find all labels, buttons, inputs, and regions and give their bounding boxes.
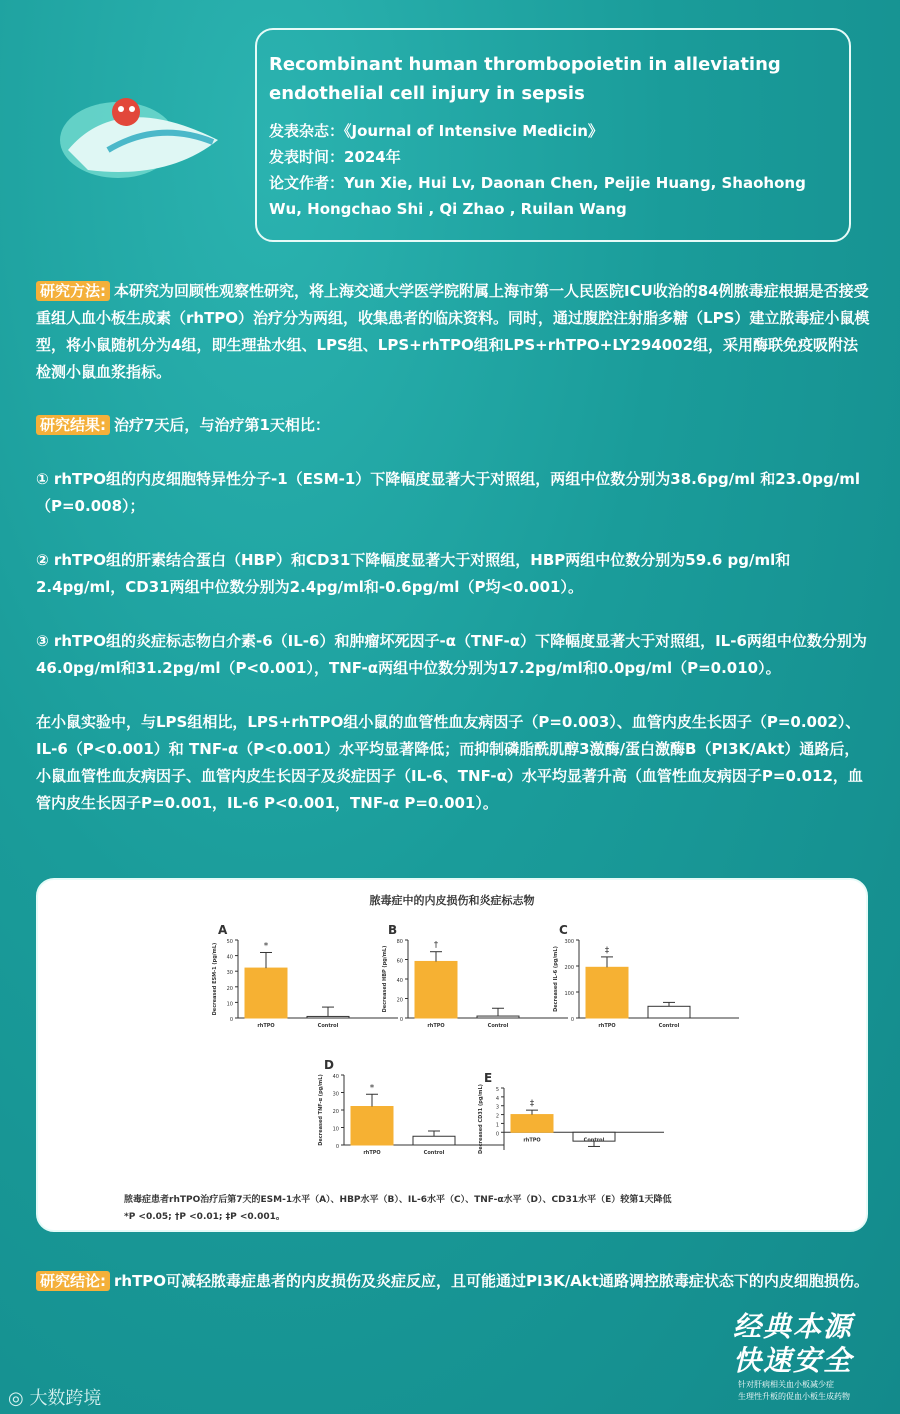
y-tick-label-A: 40	[226, 954, 233, 961]
significance-marker-E: ‡	[529, 1099, 535, 1110]
conclusion-section	[36, 1268, 872, 1295]
category-label-E-Control: Control	[583, 1137, 605, 1144]
y-tick-label-E: 4	[495, 1095, 499, 1102]
figure-canvas	[38, 880, 866, 1230]
y-tick-label-D: 10	[332, 1126, 339, 1133]
figure-title: 脓毒症中的内皮损伤和炎症标志物	[369, 894, 535, 907]
y-tick-label-C: 100	[564, 991, 574, 997]
panel-label-B: B	[388, 923, 398, 937]
results-intro: 治疗7天后，与治疗第1天相比：	[114, 416, 330, 434]
y-tick-label-E: 3	[495, 1104, 499, 1111]
conclusion-text: rhTPO可减轻脓毒症患者的内皮损伤及炎症反应，且可能通过PI3K/Akt通路调控脓毒症状态下的内皮细胞损伤。	[114, 1272, 869, 1290]
y-tick-label-A: 10	[226, 1001, 233, 1008]
bar-C-rhTPO	[586, 967, 628, 1018]
y-tick-label-B: 0	[399, 1017, 403, 1023]
category-label-A-Control: Control	[317, 1023, 339, 1029]
mouse-results: 在小鼠实验中，与LPS组相比，LPS+rhTPO组小鼠的血管性血友病因子（P=0.003）、血管内皮生长因子（P=0.002）、IL-6（P<0.001）和 TNF-α（P<0.001）水平均显著降低；而抑制磷脂酰肌醇3激酶/蛋白激酶B（PI3K/Akt）通路后，小鼠血管性血友病因子、血管内皮生长因子及炎症因子（IL-6、TNF-α）水平均显著升高（血管性血友病因子P=0.012，血管内皮生长因子P=0.001，IL-6 P<0.001，TNF-α P=0.001）。	[36, 713, 863, 812]
y-tick-label-A: 0	[229, 1017, 233, 1023]
paper-info-card	[255, 28, 851, 242]
significance-marker-A: *	[263, 941, 269, 952]
authors-line: 论文作者：Yun Xie, Hui Lv, Daonan Chen, Peijie Huang, Shaohong Wu, Hongchao Shi , Qi Zhao , Ruilan Wang	[269, 174, 806, 218]
y-tick-label-E: 0	[495, 1131, 499, 1138]
brand-line-2: 快速安全	[732, 1344, 853, 1377]
y-tick-label-B: 60	[396, 958, 403, 965]
y-tick-label-A: 20	[226, 985, 233, 992]
y-tick-label-D: 20	[332, 1109, 339, 1115]
panel-label-E: E	[484, 1071, 493, 1085]
significance-marker-B: †	[433, 940, 439, 951]
category-label-A-rhTPO: rhTPO	[257, 1023, 275, 1029]
figure-card	[36, 878, 868, 1232]
category-label-C-rhTPO: rhTPO	[598, 1023, 616, 1029]
brand-line-1: 经典本源	[732, 1310, 853, 1343]
brand-logo	[718, 1310, 868, 1402]
y-tick-label-E: 1	[495, 1122, 499, 1129]
y-tick-label-E: 5	[495, 1087, 499, 1093]
significance-marker-C: ‡	[604, 945, 610, 956]
methods-section	[36, 278, 872, 386]
category-label-B-rhTPO: rhTPO	[427, 1023, 445, 1029]
bar-B-rhTPO	[415, 961, 457, 1018]
y-tick-label-E: 2	[495, 1113, 499, 1120]
y-tick-label-B: 20	[396, 997, 403, 1004]
result-item-1: ① rhTPO组的内皮细胞特异性分子-1（ESM-1）下降幅度显著大于对照组，两组中位数分别为38.6pg/ml 和23.0pg/ml（P=0.008）；	[36, 470, 860, 515]
category-label-C-Control: Control	[658, 1023, 680, 1029]
result-item-3: ③ rhTPO组的炎症标志物白介素-6（IL-6）和肿瘤坏死因子-α（TNF-α）下降幅度显著大于对照组，IL-6两组中位数分别为46.0pg/ml和31.2pg/ml（P<0.001），TNF-α两组中位数分别为17.2pg/ml和0.0pg/ml（P=0.010）。	[36, 632, 867, 677]
bar-D-rhTPO	[351, 1107, 393, 1146]
y-axis-label-D: Decreased TNF-α (pg/mL)	[318, 1074, 324, 1146]
bar-A-Control	[307, 1016, 349, 1018]
y-axis-label-E: Decreased CD31 (pg/mL)	[478, 1084, 484, 1154]
mascot-illustration	[48, 70, 238, 190]
journal-line: 发表杂志：《Journal of Intensive Medicin》	[269, 122, 603, 140]
paper-title: Recombinant human thrombopoietin in alleviating endothelial cell injury in sepsis	[269, 54, 781, 104]
bar-D-Control	[413, 1136, 455, 1145]
y-axis-label-B: Decreased HBP (pg/mL)	[382, 945, 388, 1013]
brand-sub-2: 生理性升板的促血小板生成药物	[738, 1392, 850, 1401]
y-tick-label-C: 300	[564, 939, 574, 945]
watermark-text: 大数跨境	[29, 1388, 102, 1409]
panel-label-C: C	[559, 923, 568, 937]
y-tick-label-C: 200	[564, 965, 574, 971]
y-tick-label-C: 0	[570, 1017, 574, 1023]
figure-caption: 脓毒症患者rhTPO治疗后第7天的ESM-1水平（A）、HBP水平（B）、IL-6水平（C）、TNF-α水平（D）、CD31水平（E）较第1天降低	[124, 1195, 672, 1205]
bar-E-rhTPO	[511, 1115, 553, 1133]
y-tick-label-A: 50	[226, 939, 233, 945]
panel-label-A: A	[218, 923, 228, 937]
methods-text: 本研究为回顾性观察性研究，将上海交通大学医学院附属上海市第一人民医院ICU收治的84例脓毒症根据是否接受重组人血小板生成素（rhTPO）治疗分为两组，收集患者的临床资料。同时，通过腹腔注射脂多糖（LPS）建立脓毒症小鼠模型，将小鼠随机分为4组，即生理盐水组、LPS组、LPS+rhTPO组和LPS+rhTPO+LY294002组，采用酶联免疫吸附法检测小鼠血浆指标。	[36, 282, 870, 381]
figure-footnote: *P <0.05; †P <0.01; ‡P <0.001。	[124, 1212, 285, 1222]
bar-A-rhTPO	[245, 968, 287, 1018]
y-tick-label-A: 30	[226, 970, 233, 977]
date-line: 发表时间：2024年	[269, 148, 401, 166]
watermark	[8, 1384, 101, 1410]
results-section	[36, 412, 872, 817]
y-axis-label-C: Decreased IL-6 (pg/mL)	[553, 946, 559, 1012]
conclusion-tag: 研究结论:	[36, 1271, 110, 1291]
y-tick-label-B: 40	[396, 978, 403, 984]
y-tick-label-D: 40	[332, 1074, 339, 1080]
y-tick-label-D: 0	[335, 1144, 339, 1150]
bar-C-Control	[648, 1006, 690, 1018]
y-tick-label-D: 30	[332, 1091, 339, 1098]
bar-B-Control	[477, 1016, 519, 1018]
watermark-icon: ◎	[8, 1388, 30, 1409]
category-label-D-Control: Control	[423, 1150, 445, 1156]
brand-sub-1: 针对肝病相关血小板减少症	[738, 1380, 834, 1389]
category-label-D-rhTPO: rhTPO	[363, 1150, 381, 1156]
panel-label-D: D	[324, 1058, 334, 1072]
y-axis-label-A: Decreased ESM-1 (pg/mL)	[212, 942, 218, 1016]
result-item-2: ② rhTPO组的肝素结合蛋白（HBP）和CD31下降幅度显著大于对照组，HBP两组中位数分别为59.6 pg/ml和2.4pg/ml，CD31两组中位数分别为2.4pg/ml和-0.6pg/ml（P均<0.001）。	[36, 551, 791, 596]
category-label-E-rhTPO: rhTPO	[523, 1137, 541, 1144]
methods-tag: 研究方法:	[36, 281, 110, 301]
significance-marker-D: *	[369, 1083, 375, 1094]
category-label-B-Control: Control	[487, 1023, 509, 1029]
results-tag: 研究结果:	[36, 415, 110, 435]
y-tick-label-B: 80	[396, 939, 403, 945]
